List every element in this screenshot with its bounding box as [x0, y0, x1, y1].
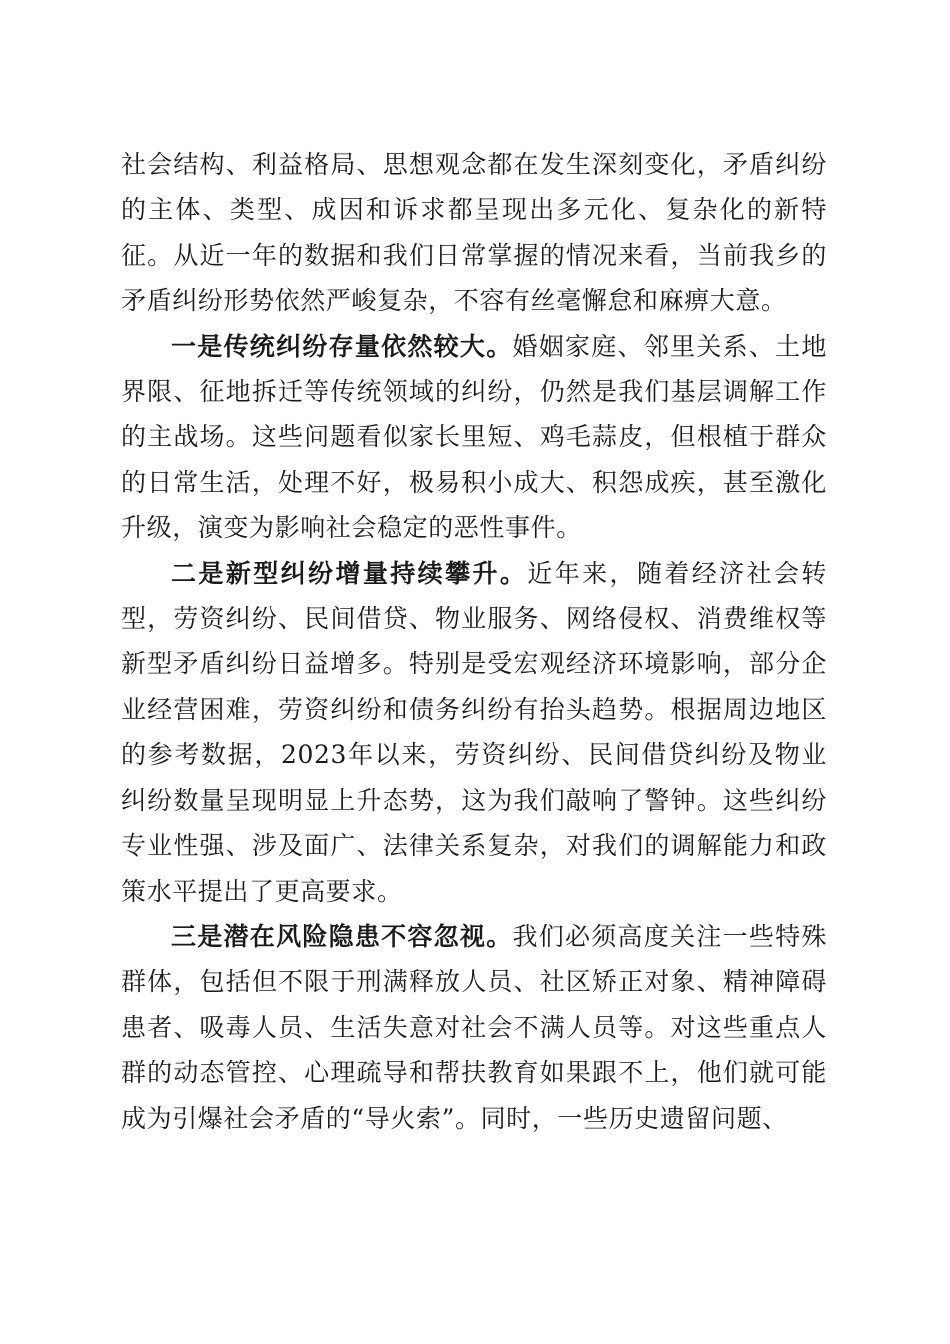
document-body [121, 142, 827, 1141]
paragraph-3-lead: 二是新型纠纷增量持续攀升。 [171, 558, 528, 588]
paragraph-2 [121, 324, 827, 551]
paragraph-2-lead: 一是传统纠纷存量依然较大。 [171, 331, 513, 361]
paragraph-2-text: 婚姻家庭、邻里关系、土地界限、征地拆迁等传统领域的纠纷，仍然是我们基层调解工作的主战场。这些问题看似家长里短、鸡毛蒜皮，但根植于群众的日常生活，处理不好，极易积小成大、积怨成疾，甚至激化升级，演变为影响社会稳定的恶性事件。 [121, 331, 827, 543]
paragraph-3 [121, 551, 827, 914]
paragraph-4-text: 我们必须高度关注一些特殊群体，包括但不限于刑满释放人员、社区矫正对象、精神障碍患者、吸毒人员、生活失意对社会不满人员等。对这些重点人群的动态管控、心理疏导和帮扶教育如果跟不上，他们就可能成为引爆社会矛盾的“导火索”。同时，一些历史遗留问题、 [121, 921, 827, 1133]
paragraph-1 [121, 142, 827, 324]
paragraph-4-lead: 三是潜在风险隐患不容忽视。 [171, 921, 513, 951]
paragraph-1-text: 社会结构、利益格局、思想观念都在发生深刻变化，矛盾纠纷的主体、类型、成因和诉求都呈现出多元化、复杂化的新特征。从近一年的数据和我们日常掌握的情况来看，当前我乡的矛盾纠纷形势依然严峻复杂，不容有丝毫懈怠和麻痹大意。 [121, 150, 827, 316]
paragraph-4 [121, 914, 827, 1141]
paragraph-3-text: 近年来，随着经济社会转型，劳资纠纷、民间借贷、物业服务、网络侵权、消费维权等新型矛盾纠纷日益增多。特别是受宏观经济环境影响，部分企业经营困难，劳资纠纷和债务纠纷有抬头趋势。根据周边地区的参考数据，2023年以来，劳资纠纷、民间借贷纠纷及物业纠纷数量呈现明显上升态势，这为我们敲响了警钟。这些纠纷专业性强、涉及面广、法律关系复杂，对我们的调解能力和政策水平提出了更高要求。 [121, 558, 827, 906]
